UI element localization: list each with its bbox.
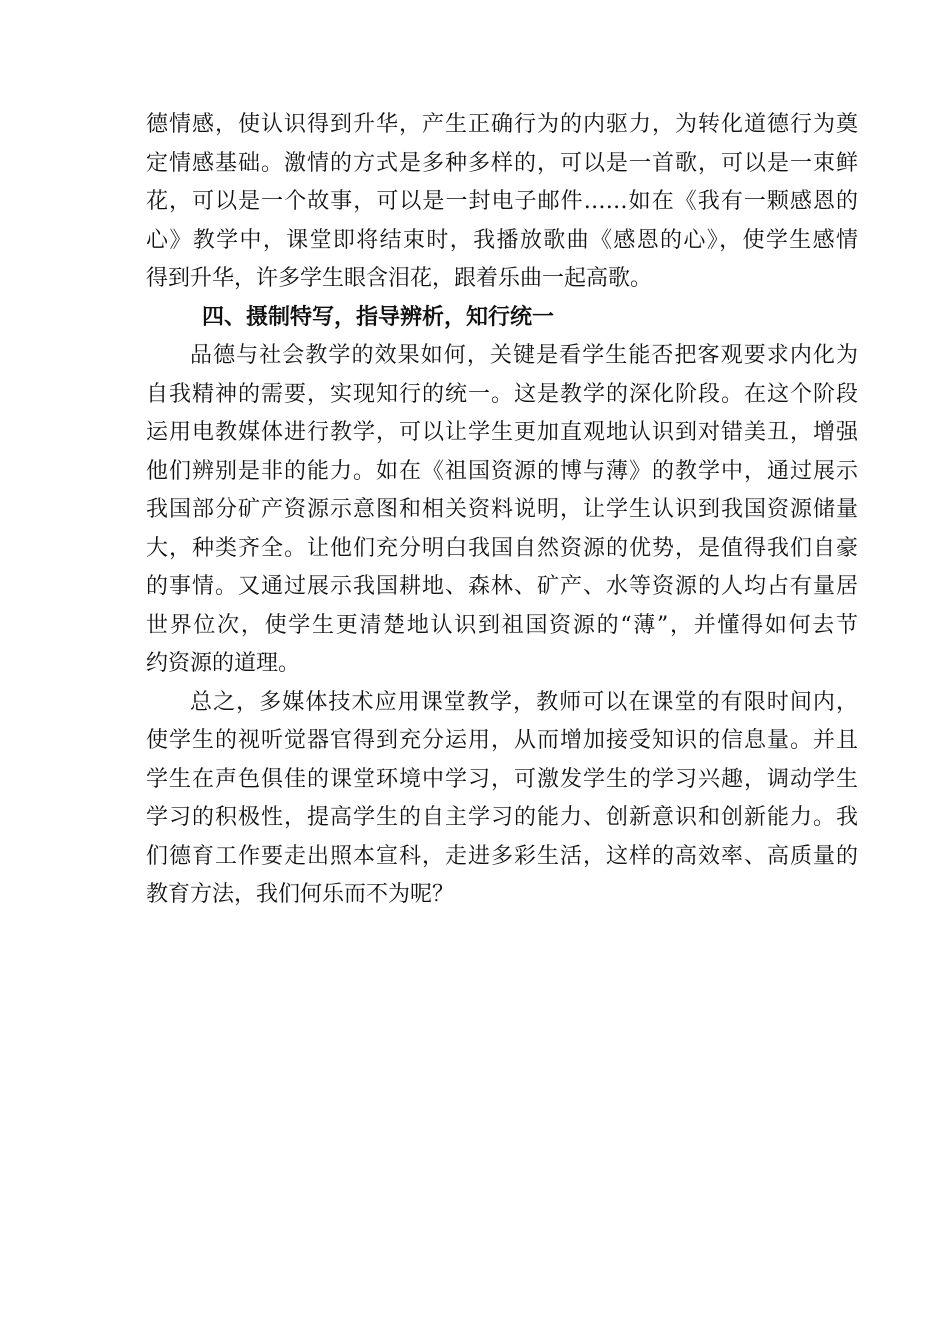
- paragraph-conclusion: [146, 684, 858, 915]
- paragraph-analysis: [146, 337, 858, 684]
- paragraph-line: 自我精神的需要，实现知行的统一。这是教学的深化阶段。在这个阶段: [146, 381, 858, 407]
- paragraph-line: 心》教学中，课堂即将结束时，我播放歌曲《感恩的心》，使学生感情: [146, 227, 858, 253]
- paragraph-line: 他们辨别是非的能力。如在《祖国资源的博与薄》的教学中，通过展示: [146, 458, 858, 484]
- paragraph-line: 学生在声色俱佳的课堂环境中学习，可激发学生的学习兴趣，调动学生: [146, 766, 858, 792]
- section-heading: 四、摄制特写，指导辨析，知行统一: [202, 304, 555, 330]
- paragraph-line: 们德育工作要走出照本宣科，走进多彩生活，这样的高效率、高质量的: [146, 843, 858, 869]
- paragraph-line: 德情感，使认识得到升华，产生正确行为的内驱力，为转化道德行为奠: [146, 112, 858, 137]
- paragraph-line: 花，可以是一个故事，可以是一封电子邮件……如在《我有一颗感恩的: [146, 189, 858, 214]
- paragraph-line: 我国部分矿产资源示意图和相关资料说明，让学生认识到我国资源储量: [146, 497, 858, 522]
- paragraph-line: 运用电教媒体进行教学，可以让学生更加直观地认识到对错美丑，增强: [146, 420, 858, 445]
- document-body: [146, 106, 858, 915]
- paragraph-line: 学习的积极性，提高学生的自主学习的能力、创新意识和创新能力。我: [146, 805, 858, 830]
- paragraph-line: 教育方法，我们何乐而不为呢？: [146, 882, 455, 907]
- paragraph-emotion: [146, 106, 858, 299]
- paragraph-line: 品德与社会教学的效果如何，关键是看学生能否把客观要求内化为: [190, 343, 858, 368]
- paragraph-line: 得到升华，许多学生眼含泪花，跟着乐曲一起高歌。: [146, 266, 653, 291]
- paragraph-line: 约资源的道理。: [146, 651, 301, 676]
- paragraph-line: 使学生的视听觉器官得到充分运用，从而增加接受知识的信息量。并且: [146, 728, 858, 753]
- paragraph-line: 总之，多媒体技术应用课堂教学，教师可以在课堂的有限时间内，: [190, 689, 858, 715]
- paragraph-line: 世界位次，使学生更清楚地认识到祖国资源的“薄”，并懂得如何去节: [146, 612, 858, 638]
- paragraph-line: 大，种类齐全。让他们充分明白我国自然资源的优势，是值得我们自豪: [146, 535, 858, 561]
- paragraph-line: 的事情。又通过展示我国耕地、森林、矿产、水等资源的人均占有量居: [146, 574, 858, 599]
- paragraph-line: 定情感基础。激情的方式是多种多样的，可以是一首歌，可以是一束鲜: [146, 150, 858, 176]
